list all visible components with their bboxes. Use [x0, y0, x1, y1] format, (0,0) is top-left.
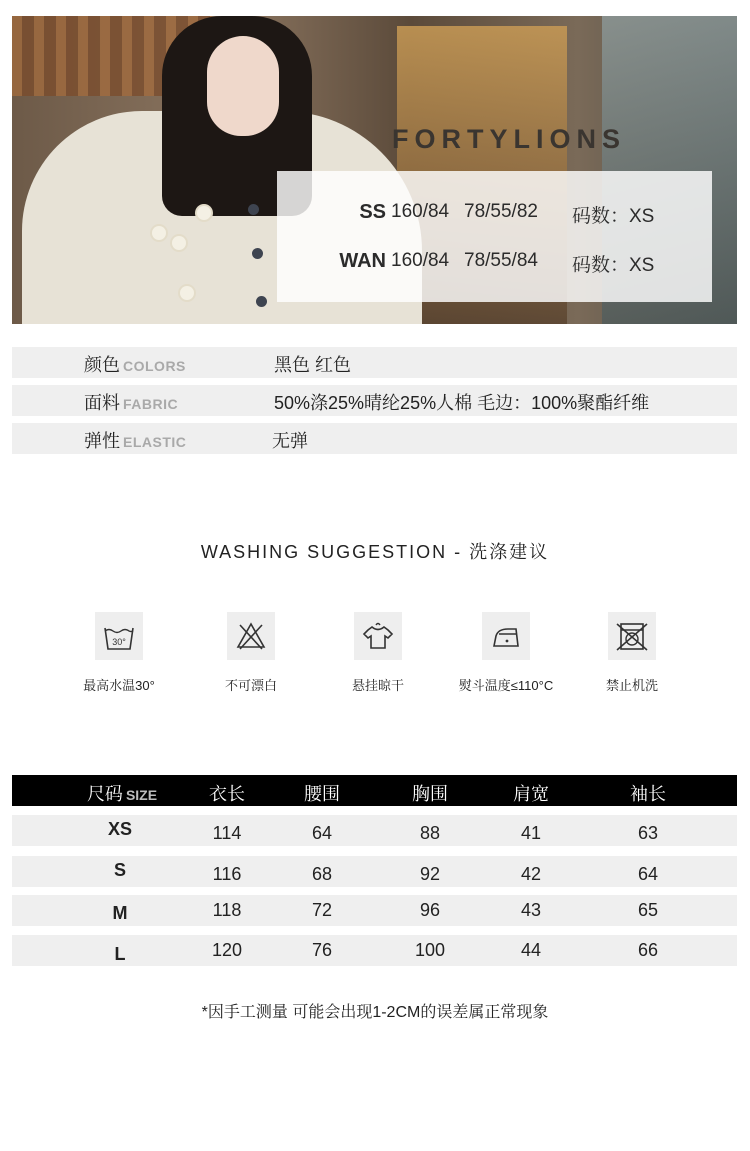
wash-item — [318, 612, 438, 694]
header-bust: 胸围 — [412, 784, 448, 804]
wash-label: 最高水温30° — [83, 678, 155, 693]
wash-label: 不可漂白 — [224, 678, 277, 693]
value-cell: 64 — [311, 823, 333, 843]
value-cell: 63 — [637, 823, 659, 843]
wash-item — [191, 612, 311, 694]
table-row — [12, 895, 737, 926]
model-name: WAN — [339, 250, 386, 272]
value-cell: 42 — [520, 864, 542, 884]
model-info-row — [277, 201, 712, 231]
attribute-row-colors — [12, 347, 737, 378]
wash-label: 悬挂晾干 — [351, 678, 404, 693]
knit-flower — [180, 286, 194, 300]
wash-item — [59, 612, 179, 694]
no-bleach-icon — [227, 612, 275, 660]
size-cell: L — [114, 944, 126, 964]
wash-30-icon — [95, 612, 143, 660]
table-row — [12, 815, 737, 846]
attribute-label: 面料 FABRIC — [84, 393, 179, 413]
wash-label: 熨斗温度≤110°C — [458, 678, 554, 693]
model-measurements: 78/55/84 — [464, 250, 538, 271]
attribute-row-elastic — [12, 423, 737, 454]
cardigan-button — [248, 204, 259, 215]
knit-flower — [172, 236, 186, 250]
size-cell: M — [112, 903, 128, 923]
iron-icon — [482, 612, 530, 660]
value-cell: 72 — [311, 900, 333, 920]
wash-label: 禁止机洗 — [605, 678, 658, 693]
washing-title: WASHING SUGGESTION - 洗涤建议 — [200, 542, 550, 562]
measurement-note: *因手工测量 可能会出现1-2CM的误差属正常现象 — [201, 1004, 549, 1021]
model-name: SS — [359, 201, 386, 223]
model-height-bust: 160/84 — [391, 201, 450, 222]
value-cell: 68 — [311, 864, 333, 884]
knit-flower — [152, 226, 166, 240]
model-height-bust: 160/84 — [391, 250, 450, 271]
header-length: 衣长 — [209, 784, 245, 804]
attribute-value: 无弹 — [272, 431, 308, 451]
attribute-row-fabric — [12, 385, 737, 416]
knit-flower — [197, 206, 211, 220]
value-cell: 92 — [419, 864, 441, 884]
value-cell: 96 — [419, 900, 441, 920]
value-cell: 114 — [212, 823, 242, 843]
value-cell: 43 — [520, 900, 542, 920]
header-shoulder: 肩宽 — [513, 784, 549, 804]
value-cell: 41 — [520, 823, 542, 843]
cardigan-button — [256, 296, 267, 307]
attribute-value: 黑色 红色 — [274, 355, 352, 375]
value-cell: 116 — [212, 864, 242, 884]
hang-dry-icon — [354, 612, 402, 660]
model-size: 码数：XS — [572, 206, 655, 227]
wash-item — [572, 612, 692, 694]
header-size: 尺码 SIZE — [86, 784, 158, 804]
size-table-header — [12, 775, 737, 806]
header-waist: 腰围 — [304, 784, 340, 804]
attribute-label: 颜色 COLORS — [84, 355, 186, 375]
model-measurements: 78/55/82 — [464, 201, 538, 222]
value-cell: 118 — [212, 900, 242, 920]
no-machine-wash-icon — [608, 612, 656, 660]
attribute-value: 50%涤25%晴纶25%人棉 毛边：100%聚酯纤维 — [274, 393, 650, 413]
value-cell: 100 — [414, 940, 446, 960]
size-cell: S — [113, 860, 126, 880]
attribute-label: 弹性 ELASTIC — [84, 431, 187, 451]
wash-item — [446, 612, 566, 694]
value-cell: 76 — [311, 940, 333, 960]
value-cell: 120 — [211, 940, 243, 960]
model-size: 码数：XS — [572, 255, 655, 276]
size-cell: XS — [107, 819, 132, 839]
svg-text:30°: 30° — [112, 637, 126, 647]
table-row — [12, 856, 737, 887]
header-sleeve: 袖长 — [630, 784, 666, 804]
value-cell: 66 — [637, 940, 659, 960]
model-face — [207, 36, 279, 136]
model-info-row — [277, 250, 712, 280]
value-cell: 44 — [520, 940, 542, 960]
value-cell: 64 — [637, 864, 659, 884]
cardigan-button — [252, 248, 263, 259]
table-row — [12, 935, 737, 966]
model-info-box — [277, 171, 712, 302]
value-cell: 88 — [419, 823, 441, 843]
value-cell: 65 — [637, 900, 659, 920]
brand-name: FORTYLIONS — [392, 124, 626, 154]
